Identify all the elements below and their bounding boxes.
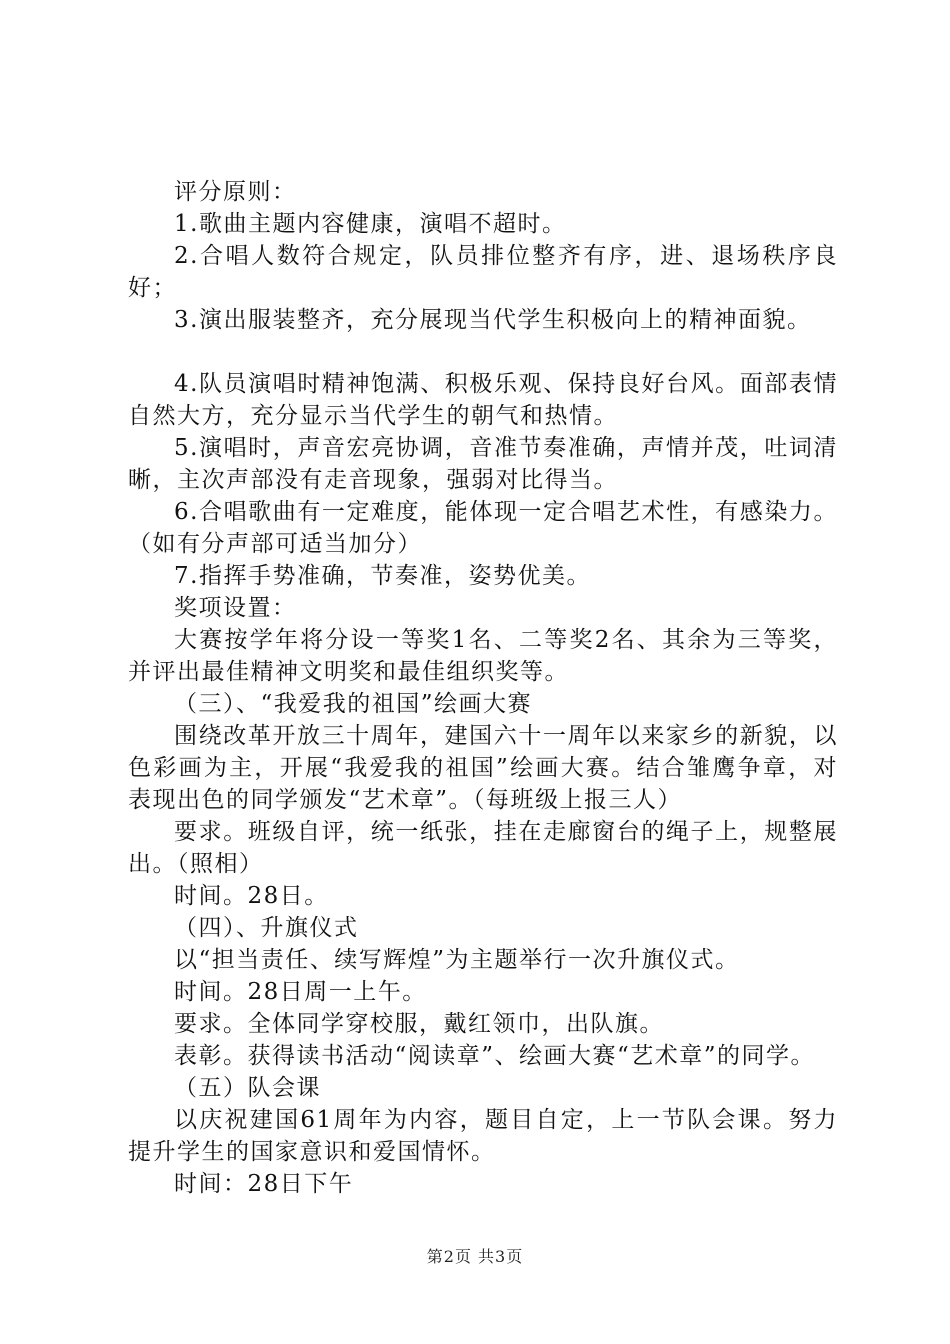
paragraph-flag-time: 时间。28日周一上午。 <box>174 979 427 1005</box>
section-heading-flag-ceremony: （四）、升旗仪式 <box>174 915 359 941</box>
paragraph-drawing-time: 时间。28日。 <box>174 883 329 909</box>
section-heading-team-class: （五）队会课 <box>174 1075 321 1101</box>
paragraph-scoring-heading: 评分原则： <box>174 179 297 205</box>
paragraph-awards-detail: 大赛按学年将分设一等奖1名、二等奖2名、其余为三等奖，并评出最佳精神文明奖和最佳组织奖等。 <box>128 627 838 685</box>
paragraph-rule-4: 4.队员演唱时精神饱满、积极乐观、保持良好台风。面部表情自然大方，充分显示当代学生的朝气和热情。 <box>128 371 838 429</box>
paragraph-rule-5: 5.演唱时，声音宏亮协调，音准节奏准确，声情并茂，吐词清晰，主次声部没有走音现象，强弱对比得当。 <box>128 435 838 493</box>
section-heading-drawing-contest: （三）、“我爱我的祖国”绘画大赛 <box>174 691 533 717</box>
document-body <box>128 176 838 1200</box>
paragraph-team-class-time: 时间：28日下午 <box>174 1171 354 1197</box>
paragraph-rule-6: 6.合唱歌曲有一定难度，能体现一定合唱艺术性，有感染力。（如有分声部可适当加分） <box>128 499 838 557</box>
paragraph-drawing-requirements: 要求。班级自评，统一纸张，挂在走廊窗台的绳子上，规整展出。（照相） <box>128 819 838 877</box>
paragraph-flag-theme: 以“担当责任、续写辉煌”为主题举行一次升旗仪式。 <box>174 947 740 973</box>
paragraph-rule-2: 2.合唱人数符合规定，队员排位整齐有序，进、退场秩序良好； <box>128 243 838 301</box>
paragraph-drawing-contest: 围绕改革开放三十周年，建国六十一周年以来家乡的新貌，以色彩画为主，开展“我爱我的祖国”绘画大赛。结合雏鹰争章，对表现出色的同学颁发“艺术章”。（每班级上报三人） <box>128 723 838 813</box>
paragraph-rule-1: 1.歌曲主题内容健康，演唱不超时。 <box>174 211 567 237</box>
paragraph-flag-requirements: 要求。全体同学穿校服，戴红领巾，出队旗。 <box>174 1011 664 1037</box>
paragraph-awards-heading: 奖项设置： <box>174 595 297 621</box>
paragraph-rule-3: 3.演出服装整齐，充分展现当代学生积极向上的精神面貌。 <box>174 307 812 333</box>
blank-line <box>128 336 838 368</box>
paragraph-flag-commendation: 表彰。获得读书活动“阅读章”、绘画大赛“艺术章”的同学。 <box>174 1043 816 1069</box>
paragraph-team-class: 以庆祝建国61周年为内容，题目自定，上一节队会课。努力提升学生的国家意识和爱国情怀。 <box>128 1107 838 1165</box>
page-number-footer: 第2页 共3页 <box>426 1247 524 1266</box>
paragraph-rule-7: 7.指挥手势准确，节奏准，姿势优美。 <box>174 563 591 589</box>
